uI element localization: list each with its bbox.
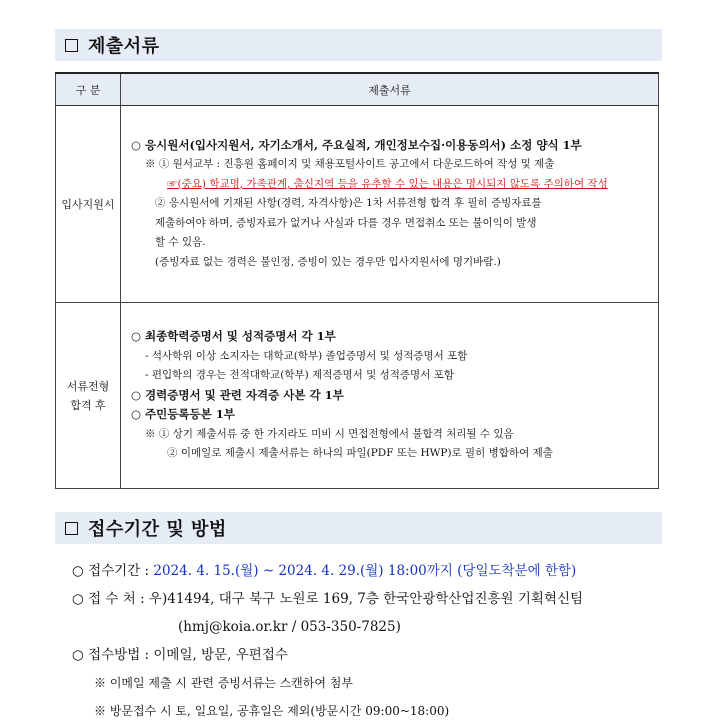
- documents-table: [55, 72, 659, 489]
- note-item: ※ 방문접수 시 토, 일요일, 공휴일은 제외(방문시간 09:00~18:00): [94, 704, 450, 718]
- note-item: ② 응시원서에 기재된 사항(경력, 자격사항)은 1차 서류전형 합격 후 필히 증빙자료를: [155, 197, 542, 210]
- note-item: (증빙자료 없는 경력은 불인정, 증빙이 있는 경우만 입사지원서에 명기바람.): [155, 255, 501, 268]
- column-header-documents: 제출서류: [121, 73, 659, 106]
- column-header-category: 구 분: [56, 73, 121, 106]
- section-title: 제출서류: [88, 36, 160, 57]
- section-header-reception: [55, 512, 662, 544]
- list-subitem: - 석사학위 이상 소지자는 대학교(학부) 졸업증명서 및 성적증명서 포함: [145, 349, 468, 362]
- place-value: 우)41494, 대구 북구 노원로 169, 7층 한국안광학산업진흥원 기획혁신팀: [148, 591, 584, 607]
- row-label-line: 서류전형: [66, 379, 110, 393]
- row-label-after-pass: [56, 303, 121, 489]
- section-header-documents: [55, 29, 662, 61]
- checkbox-square-icon: [65, 39, 78, 52]
- label: ○ 접 수 처 :: [72, 591, 149, 607]
- list-subitem: - 편입학의 경우는 전적대학교(학부) 제적증명서 및 성적증명서 포함: [145, 369, 454, 382]
- reception-details: [72, 557, 583, 725]
- table-header-row: [56, 73, 659, 106]
- note-item: 제출하여야 하며, 증빙자료가 없거나 사실과 다를 경우 면접취소 또는 불이익이 발생: [155, 216, 537, 229]
- list-item: ○ 주민등록등본 1부: [131, 407, 235, 422]
- section-title: 접수기간 및 방법: [88, 519, 227, 540]
- period-value: 2024. 4. 15.(월) ~ 2024. 4. 29.(월) 18:00까지 (당일도착분에 한함): [153, 563, 577, 579]
- row-content-after-pass: [121, 303, 659, 489]
- checkbox-square-icon: [65, 522, 78, 535]
- row-content-application: [121, 106, 659, 303]
- table-row: [56, 303, 659, 489]
- warning-note: ☞(중요) 학교명, 가족관계, 출신지역 등을 유추할 수 있는 내용은 명시되지 않도록 주의하여 작성: [167, 177, 608, 190]
- row-label-application: 입사지원시: [56, 106, 121, 303]
- reception-method: ○ 접수방법 : 이메일, 방문, 우편접수: [72, 647, 288, 663]
- list-item: ○ 응시원서(입사지원서, 자기소개서, 주요실적, 개인정보수집·이용동의서) 소정 양식 1부: [131, 137, 582, 152]
- note-item: 할 수 있음.: [155, 236, 206, 249]
- label: ○ 접수기간 :: [72, 563, 154, 579]
- list-item: ○ 경력증명서 및 관련 자격증 사본 각 1부: [131, 387, 344, 402]
- reception-place: [72, 585, 583, 613]
- list-item: ○ 최종학력증명서 및 성적증명서 각 1부: [131, 329, 336, 344]
- note-item: ※ ① 원서교부 : 진흥원 홈페이지 및 채용포털사이트 공고에서 다운로드하여 작성 및 제출: [145, 158, 555, 171]
- table-row: [56, 106, 659, 303]
- note-item: ※ 이메일 제출 시 관련 증빙서류는 스캔하여 첨부: [94, 676, 353, 690]
- note-item: ② 이메일로 제출시 제출서류는 하나의 파일(PDF 또는 HWP)로 필히 병합하여 제출: [167, 447, 553, 460]
- row-label-line: 합격 후: [70, 398, 106, 412]
- contact-info: (hmj@koia.or.kr / 053-350-7825): [178, 619, 401, 635]
- reception-period: [72, 557, 583, 585]
- note-item: ※ ① 상기 제출서류 중 한 가지라도 미비 시 면접전형에서 불합격 처리될 수 있음: [145, 427, 514, 440]
